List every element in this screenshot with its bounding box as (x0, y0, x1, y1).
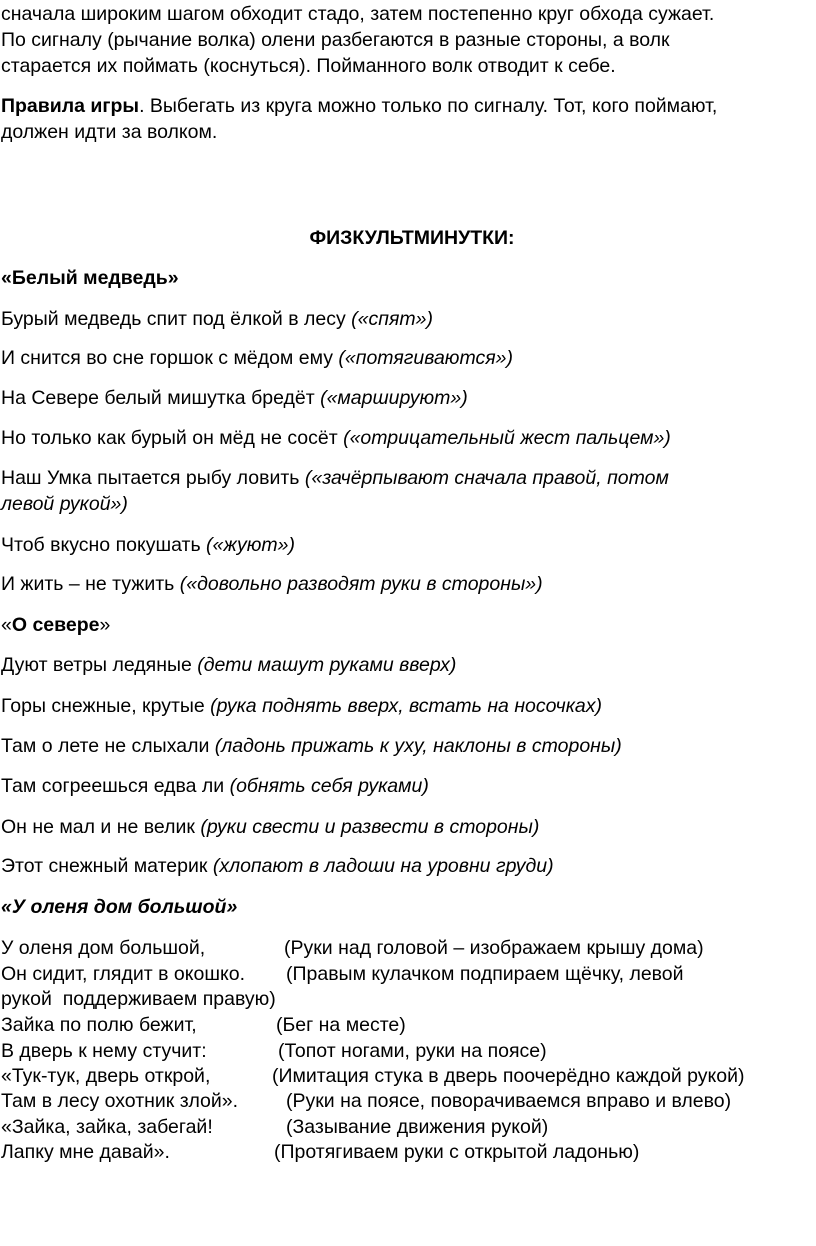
poem3-line-action: (Руки над головой – изображаем крышу дома) (284, 937, 704, 959)
poem1-line-action: («отрицательный жест пальцем») (343, 427, 671, 449)
poem1-line-action: («маршируют») (320, 387, 468, 409)
poem2-line-text: Этот снежный материк (1, 855, 213, 877)
poem2-line-action: (рука поднять вверх, встать на носочках) (210, 695, 603, 717)
poem1-line-action: («жуют») (206, 534, 296, 556)
poem2-line-action: (дети машут руками вверх) (197, 654, 457, 676)
poem2-line-text: Дуют ветры ледяные (1, 654, 198, 676)
rules-text-1: . Выбегать из круга можно только по сигналу. Тот, кого поймают, (139, 95, 718, 117)
poem1-title-text: «Белый медведь» (1, 267, 179, 289)
poem1-line-action: («довольно разводят руки в стороны») (179, 573, 543, 595)
poem1-line-action: левой рукой») (1, 493, 128, 515)
poem3-line-text: Он сидит, глядит в окошко. (1, 963, 245, 985)
poem1-line (1, 386, 812, 410)
rules-paragraph (1, 94, 812, 118)
poem3-line-action: (Правым кулачком подпираем щёчку, левой (286, 963, 684, 985)
poem3-title-text: «У оленя дом большой» (1, 896, 238, 918)
poem3-line-text: У оленя дом большой, (1, 937, 206, 959)
poem2-line-text: Он не мал и не велик (1, 816, 201, 838)
poem3-line-text: «Зайка, зайка, забегай! (1, 1116, 213, 1138)
rules-label: Правила игры (1, 95, 140, 117)
poem1-line-action: («спят») (351, 308, 433, 330)
poem2-line (1, 734, 812, 758)
poem3-line-text: В дверь к нему стучит: (1, 1040, 207, 1062)
poem1-line-action: («зачёрпывают сначала правой, потом (304, 467, 669, 489)
poem3-line-action: (Имитация стука в дверь поочерёдно каждой рукой) (272, 1065, 745, 1087)
poem3-line-action: (Зазывание движения рукой) (286, 1116, 549, 1138)
poem3-line-action: (Руки на поясе, поворачиваемся вправо и влево) (286, 1090, 732, 1112)
poem2-title-close-quote: » (99, 614, 111, 636)
poem3-line-action: (Протягиваем руки с открытой ладонью) (274, 1141, 640, 1163)
poem2-line-text: Там согреешься едва ли (1, 775, 230, 797)
poem3-title (1, 895, 812, 919)
rules-text-2: должен идти за волком. (1, 121, 218, 143)
intro-line-3: старается их поймать (коснуться). Пойманного волк отводит к себе. (1, 55, 616, 77)
poem2-line-text: Горы снежные, крутые (1, 695, 211, 717)
poem1-line (1, 346, 812, 370)
poem1-line (1, 426, 812, 450)
poem2-line (1, 774, 812, 798)
poem1-line-text: На Севере белый мишутка бредёт (1, 387, 321, 409)
poem3-line-action: (Бег на месте) (276, 1014, 406, 1036)
poem2-line-action: (обнять себя руками) (229, 775, 429, 797)
poem2-line-text: Там о лете не слыхали (1, 735, 215, 757)
poem1-line-text: Но только как бурый он мёд не сосёт (1, 427, 344, 449)
poem3-line-text: рукой поддерживаем правую) (1, 988, 276, 1010)
poem2-line-action: (руки свести и развести в стороны) (200, 816, 540, 838)
poem1-line-text: Бурый медведь спит под ёлкой в лесу (1, 308, 352, 330)
intro-line-2: По сигналу (рычание волка) олени разбегаются в разные стороны, а волк (1, 29, 670, 51)
poem2-line (1, 854, 812, 878)
poem1-line-continued (1, 492, 812, 516)
poem1-line-action: («потягиваются») (338, 347, 513, 369)
poem2-line-action: (ладонь прижать к уху, наклоны в стороны) (214, 735, 622, 757)
intro-line-1: сначала широким шагом обходит стадо, затем постепенно круг обхода сужает. (1, 3, 715, 25)
poem3-line-text: «Тук-тук, дверь открой, (1, 1065, 211, 1087)
poem3-line-text: Зайка по полю бежит, (1, 1014, 197, 1036)
poem1-line-text: Наш Умка пытается рыбу ловить (1, 467, 305, 489)
poem2-line (1, 815, 812, 839)
poem2-title-text: О севере (11, 614, 100, 636)
poem1-line (1, 572, 812, 596)
poem2-line (1, 653, 812, 677)
poem2-title (1, 613, 812, 637)
poem3-line-text: Лапку мне давай». (1, 1141, 170, 1163)
poem1-line-text: Чтоб вкусно покушать (1, 534, 207, 556)
poem3-line-action: (Топот ногами, руки на поясе) (278, 1040, 547, 1062)
poem2-line-action: (хлопают в ладоши на уровни груди) (212, 855, 554, 877)
section-title: ФИЗКУЛЬТМИНУТКИ: (309, 227, 515, 249)
poem3-line-text: Там в лесу охотник злой». (1, 1090, 239, 1112)
poem2-title-open-quote: « (1, 614, 12, 636)
poem1-title (1, 266, 812, 290)
poem1-line (1, 533, 812, 557)
poem1-line-text: И жить – не тужить (1, 573, 180, 595)
poem1-line (1, 307, 812, 331)
poem1-line-text: И снится во сне горшок с мёдом ему (1, 347, 339, 369)
poem1-line (1, 466, 812, 490)
poem2-line (1, 694, 812, 718)
